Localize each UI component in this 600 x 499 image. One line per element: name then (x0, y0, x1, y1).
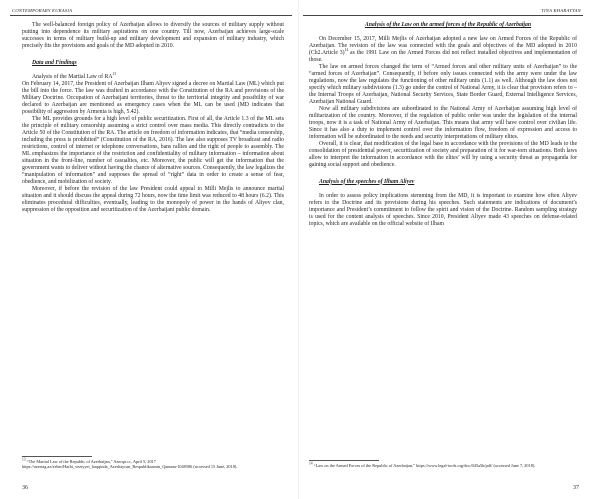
paragraph: On December 15, 2017, Milli Mejlis of Azerbaijan adopted a new law on Armed Forces of the Republic of Azerbaijan. The revision of the law was connected with the goals and objectives of the MD adopted in 2010 (Ch2.Article 3)$^{14}$ as the 1991 Law on the Armed Forces did not reflect installed objectives and implementation of those. (309, 35, 577, 63)
footnote-rule (22, 456, 92, 457)
page-number: 36 (22, 485, 28, 491)
paragraph: Overall, it is clear, that modification of the legal base in accordance with the provisions of the MD leads to the consolidation of presidential power, securitization of society and preparation of it for war-torn situations. Both laws allow to interpret the information in accordance with the elites’ will by using a security threat as propaganda for gaining social support and obedience. (309, 140, 577, 168)
intro-paragraph: The well-balanced foreign policy of Azerbaijan allows to diversify the sources of military supply without putting into dependence its military aspirations on one country. Till now, Azerbaijan achieves large-scale successes in terms of military build-up and military development and expansion of military industry, which precisely fits the provisions and goals of the MD adopted in 2010. (22, 22, 284, 49)
paragraph: The law on armed forces changed the term of “Armed forces and other military units of Azerbaijan” to the “armed forces of Azerbaijan”. Consequently, if before only issues connected with the army were under the law regulations, now the law regulates the functioning of other military units (1.1) as well. Although the law does not specify which military subdivisions (1.3) go under the control of National Army, it is clear that provision refers to – the Internal Troops of Azerbaijan, National Security Services, State Border Guard, External Intelligence Services, Azerbaijan National Guard. (309, 63, 577, 105)
section-heading-speeches: Analysis of the speeches of Ilham Aliyev (319, 178, 415, 185)
paragraph: On February 14, 2017, the President of Azerbaijan Ilham Aliyev signed a decree on Martial Law (ML) which put the bill into the force. The law was drafted in accordance with the Constitution of the RA and provisions of the Military Doctrine. Occupation of Azerbaijani territories, threat to the territorial integrity and possibility of war declared to Azerbaijan are mentioned as emergency cases when the ML can be used (MD indicates that possibility of aggression by Armenia is high, 5.42). (22, 80, 284, 115)
right-page (303, 0, 589, 499)
header-rule (10, 15, 292, 16)
footnote: $^{13}$ “The Martial Law of the Republic of Azerbaijan,” Azerqu.cc, April 5, 2017 https://azertag.az/xeber/Harbi_veziyyet_haqqinda_Azerbaycan_Respublikasinin_Qanunu-1048586 (accessed 15 June, 2018). (22, 457, 238, 470)
paragraph: Now all military subdivisions are subordinated to the National Army of Azerbaijan assuming high level of militarization of the country. Moreover, if the regulation of public order was under the legislation of the internal troops, now it is a task of National Army of Azerbaijan. This means that army will have control over civilian life. Since it has also a duty to implement control over the information flow, freedom of expression and access to information will be subordinated to the needs and security interpretations of military elites. (309, 105, 577, 140)
subheading-martial-law: Analysis of the Martial Law of RA$^{13}$ (32, 72, 117, 80)
footnote-rule (309, 460, 379, 461)
right-page-body (309, 22, 577, 228)
paragraph: Moreover, if before the revision of the law President could appeal to Milli Mejlis to announce martial situation and it should discuss the appeal during 72 hours, now the time limit was reduced to 48 hours (6.2). This eliminates procedural difficulties, eventually, leading to the monopoly of power in the hands of Aliyev clan, suppression of the opposition and securitization of the Azerbaijani public domain. (22, 185, 284, 213)
section-heading-armed-forces-law: Analysis of the Law on the armed forces of the Republic of Azerbaijan (364, 22, 532, 28)
header-rule (303, 15, 583, 16)
gutter (298, 0, 299, 499)
paragraph: In order to assess policy implications stemming from the MD, it is important to examine how often Aliyev refers to the Doctrine and its provisions during his speeches. Such statements are indications of document’s importance and President’s commitment to follow the spirit and vision of the Doctrine. Random sampling strategy is used for the content analysis of speeches. Since 2010, President Aliyev made 43 speeches on defense-related topics, which are available on the official website of Ilham (309, 192, 577, 227)
page-number: 37 (573, 485, 579, 491)
paragraph: The ML provides grounds for a high level of public securitization. First of all, the Article 1.3 of the ML sets the principle of military censorship assuming a strict control over mass media. This directly contradicts to the Article 50 of the Constitution of the RA. The article on freedom of information indicates, that “media censorship, including the press is prohibited” (Constitution of the RA, 2016). The law also supposes TV broadcast and radio restrictions, control of internet or telephone conversations, bans rallies and the right of people to assembly. The ML emphasizes the importance of the restriction and confidentiality of military information – information about situation in the front-line, number of casualties, etc. Moreover, the public will get the information that the government wants to deliver without having the chance of alternative sources. Consequently, the law legalizes the “manipulation of information” and supposes the spread of “right” data in order to create a sense of fear, obedience, and mobilization of society. (22, 115, 284, 185)
running-head-left: CONTEMPORARY EURASIA (12, 8, 73, 13)
section-heading-data-findings: Data and Findings (32, 59, 77, 66)
left-page-body (22, 22, 284, 214)
running-head-right: TINA KHARATYAN (541, 8, 581, 13)
left-page (10, 0, 296, 499)
footnote: $^{14}$ “Law on the Armed Forces of the Republic of Azerbaijan,” https://www.legal-tools.org/doc/045a5b/pdf/ (accessed June 7, 2018). (309, 461, 536, 468)
